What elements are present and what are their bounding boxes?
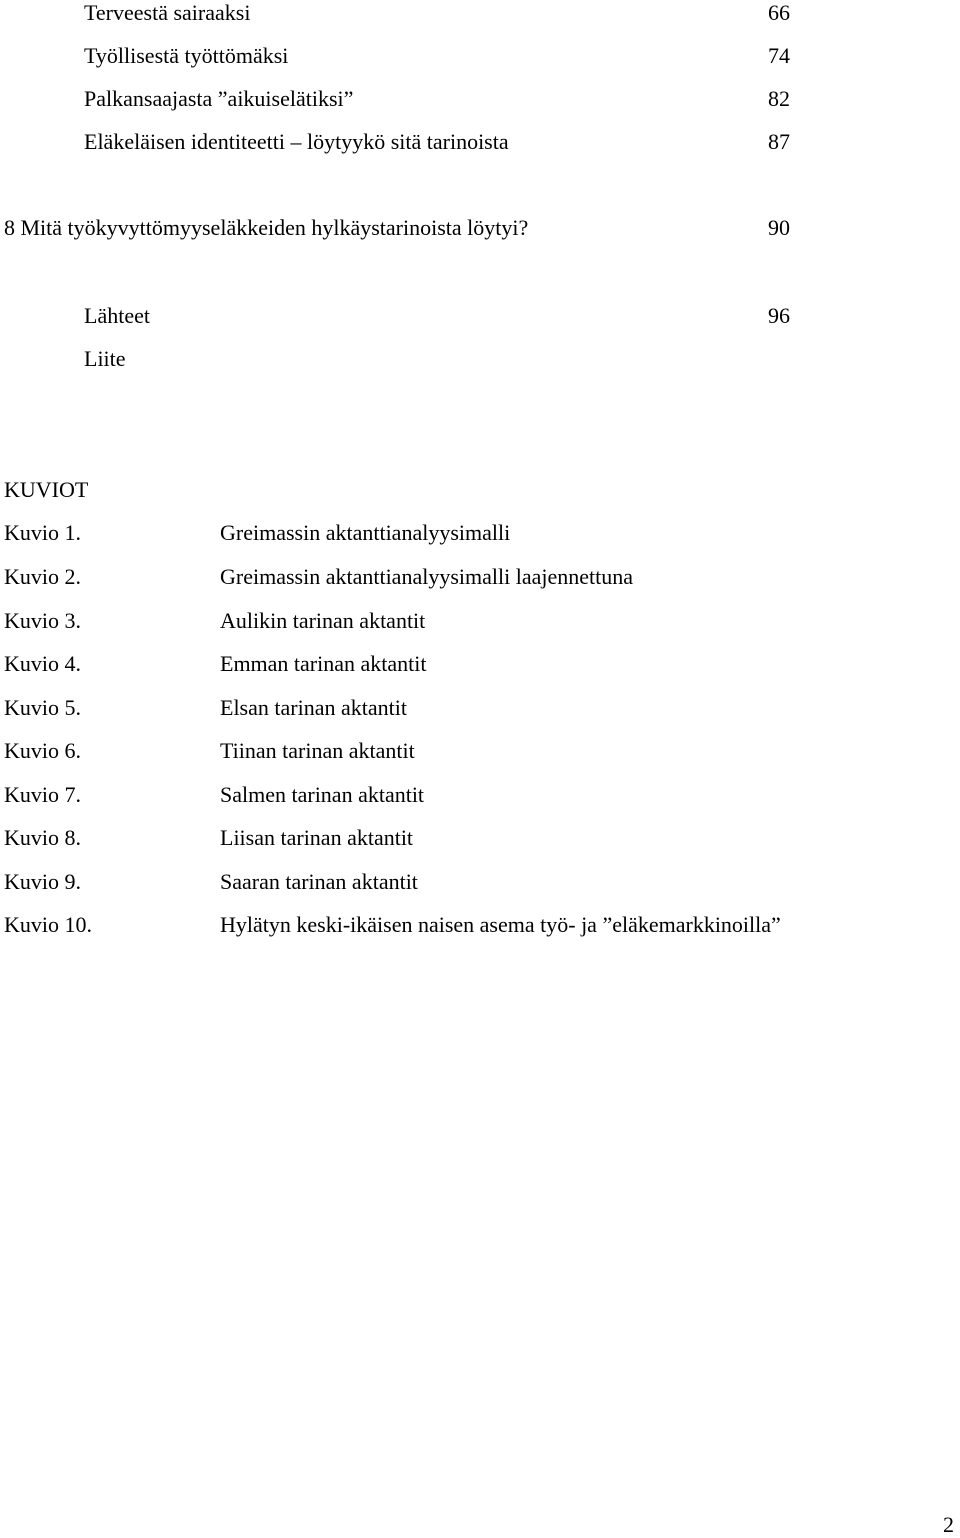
figure-label: Kuvio 3. xyxy=(4,608,81,633)
figure-title: Liisan tarinan aktantit xyxy=(220,825,414,850)
figure-label: Kuvio 10. xyxy=(4,912,92,937)
figure-label: Kuvio 7. xyxy=(4,782,81,807)
toc-appendix-title: Liite xyxy=(84,346,126,371)
figure-label: Kuvio 9. xyxy=(4,869,81,894)
figure-title: Greimassin aktanttianalyysimalli xyxy=(220,520,511,545)
toc-entry-title: Terveestä sairaaksi xyxy=(84,0,251,25)
figure-label: Kuvio 5. xyxy=(4,695,81,720)
figure-label: Kuvio 6. xyxy=(4,738,81,763)
figure-label: Kuvio 1. xyxy=(4,520,81,545)
toc-entry-page: 74 xyxy=(768,43,790,68)
toc-entry-title: Eläkeläisen identiteetti – löytyykö sitä tarinoista xyxy=(84,129,509,154)
page-number: 2 xyxy=(943,1512,954,1537)
toc-entry-page: 87 xyxy=(768,129,790,154)
toc-sources-title: Lähteet xyxy=(84,303,150,328)
toc-entry-page: 66 xyxy=(768,0,790,25)
toc-sources-page: 96 xyxy=(768,303,790,328)
figure-title: Greimassin aktanttianalyysimalli laajennettuna xyxy=(220,564,633,589)
figure-title: Tiinan tarinan aktantit xyxy=(220,738,415,763)
figure-title: Elsan tarinan aktantit xyxy=(220,695,407,720)
figure-title: Aulikin tarinan aktantit xyxy=(220,608,426,633)
toc-entry-title: Palkansaajasta ”aikuiselätiksi” xyxy=(84,86,354,111)
figures-heading: KUVIOT xyxy=(4,477,89,502)
figure-title: Emman tarinan aktantit xyxy=(220,651,427,676)
figure-label: Kuvio 4. xyxy=(4,651,81,676)
figure-title: Hylätyn keski-ikäisen naisen asema työ- ja ”eläkemarkkinoilla” xyxy=(220,912,781,937)
figure-title: Salmen tarinan aktantit xyxy=(220,782,425,807)
figure-label: Kuvio 8. xyxy=(4,825,81,850)
toc-entry-page: 82 xyxy=(768,86,790,111)
toc-chapter-title: 8 Mitä työkyvyttömyyseläkkeiden hylkäystarinoista löytyi? xyxy=(4,215,529,240)
figure-title: Saaran tarinan aktantit xyxy=(220,869,418,894)
toc-entry-title: Työllisestä työttömäksi xyxy=(84,43,289,68)
figure-label: Kuvio 2. xyxy=(4,564,81,589)
toc-chapter-page: 90 xyxy=(768,215,790,240)
